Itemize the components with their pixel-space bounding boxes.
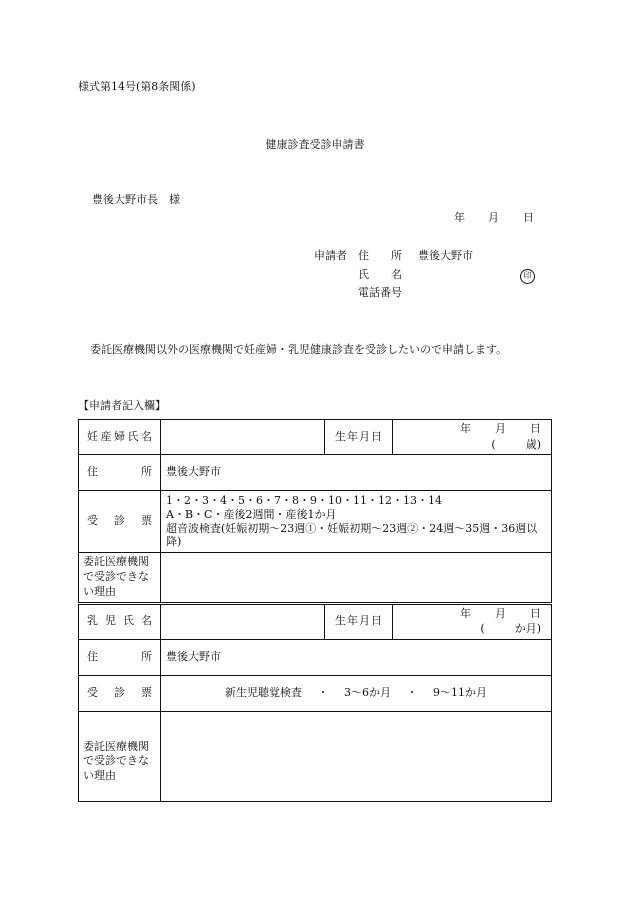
infant-reason-row (79, 711, 552, 801)
mother-name-label: 妊産婦氏名 (79, 420, 161, 455)
infant-age-close: か月) (514, 622, 541, 636)
infant-reason-label: 委託医療機関で受診できない理由 (79, 711, 161, 801)
infant-name-field[interactable] (161, 603, 325, 639)
mother-address-row (79, 455, 552, 491)
infant-address-label: 住所 (79, 639, 161, 675)
infant-reason-field[interactable] (161, 711, 552, 801)
seal-mark: 印 (520, 269, 535, 284)
infant-dob-label: 生年月日 (325, 603, 393, 639)
infant-option-3-6-months[interactable]: 3〜6か月 (344, 685, 391, 699)
infant-age-open: ( (480, 622, 485, 636)
mother-address-label: 住所 (79, 455, 161, 491)
date-day: 日 (523, 211, 534, 224)
mother-address-value[interactable]: 豊後大野市 (161, 455, 552, 491)
mother-name-field[interactable] (161, 420, 325, 455)
applicant-address-value: 豊後大野市 (418, 249, 473, 262)
mother-age-close: 歳) (525, 437, 541, 451)
mother-reason-label: 委託医療機関で受診できない理由 (79, 553, 161, 604)
mother-name-row (79, 420, 552, 455)
infant-option-sep-1: ・ (317, 685, 329, 699)
section-heading: 【申請者記入欄】 (78, 399, 166, 412)
infant-option-9-11-months[interactable]: 9〜11か月 (433, 685, 487, 699)
mother-ticket-options[interactable] (161, 491, 552, 553)
applicant-phone-label: 電話番号 (358, 286, 402, 299)
mother-dob-label: 生年月日 (325, 420, 393, 455)
infant-name-row (79, 603, 552, 639)
mother-ticket-line-2: A・B・C・産後2週間・産後1か月 (166, 507, 337, 521)
mother-reason-field[interactable] (161, 553, 552, 604)
infant-ticket-row (79, 675, 552, 711)
application-statement: 委託医療機関以外の医療機関で妊産婦・乳児健康診査を受診したいので申請します。 (90, 343, 508, 356)
applicant-name-label: 氏 名 (358, 268, 402, 281)
addressee: 豊後大野市長 様 (92, 193, 180, 206)
infant-dob-year: 年 (460, 606, 471, 620)
infant-name-label: 乳児氏名 (79, 603, 161, 639)
infant-address-value[interactable]: 豊後大野市 (161, 639, 552, 675)
mother-dob-month: 月 (495, 422, 506, 436)
date-year: 年 (454, 211, 465, 224)
infant-dob-field[interactable] (393, 603, 552, 639)
infant-ticket-label: 受診票 (79, 675, 161, 711)
infant-ticket-options[interactable] (161, 675, 552, 711)
form-title: 健康診査受診申請書 (265, 138, 365, 151)
infant-address-row (79, 639, 552, 675)
infant-dob-day: 日 (530, 606, 541, 620)
applicant-address-label: 住 所 (358, 249, 402, 262)
mother-reason-row (79, 553, 552, 604)
application-table (78, 419, 552, 802)
form-number: 様式第14号(第8条関係) (78, 80, 196, 93)
infant-dob-month: 月 (495, 606, 506, 620)
infant-option-sep-2: ・ (406, 685, 418, 699)
mother-ticket-line-3: 超音波検査(妊娠初期〜23週①・妊娠初期〜23週②・24週〜35週・36週以降) (166, 521, 538, 549)
mother-dob-day: 日 (530, 422, 541, 436)
date-month: 月 (488, 211, 499, 224)
mother-dob-field[interactable] (393, 420, 552, 455)
infant-option-hearing[interactable]: 新生児聴覚検査 (225, 685, 302, 699)
mother-ticket-label: 受診票 (79, 491, 161, 553)
mother-dob-year: 年 (460, 422, 471, 436)
mother-age-open: ( (491, 437, 496, 451)
mother-ticket-line-1: 1・2・3・4・5・6・7・8・9・10・11・12・13・14 (166, 494, 442, 507)
mother-ticket-row (79, 491, 552, 553)
applicant-role-label: 申請者 (314, 249, 347, 262)
